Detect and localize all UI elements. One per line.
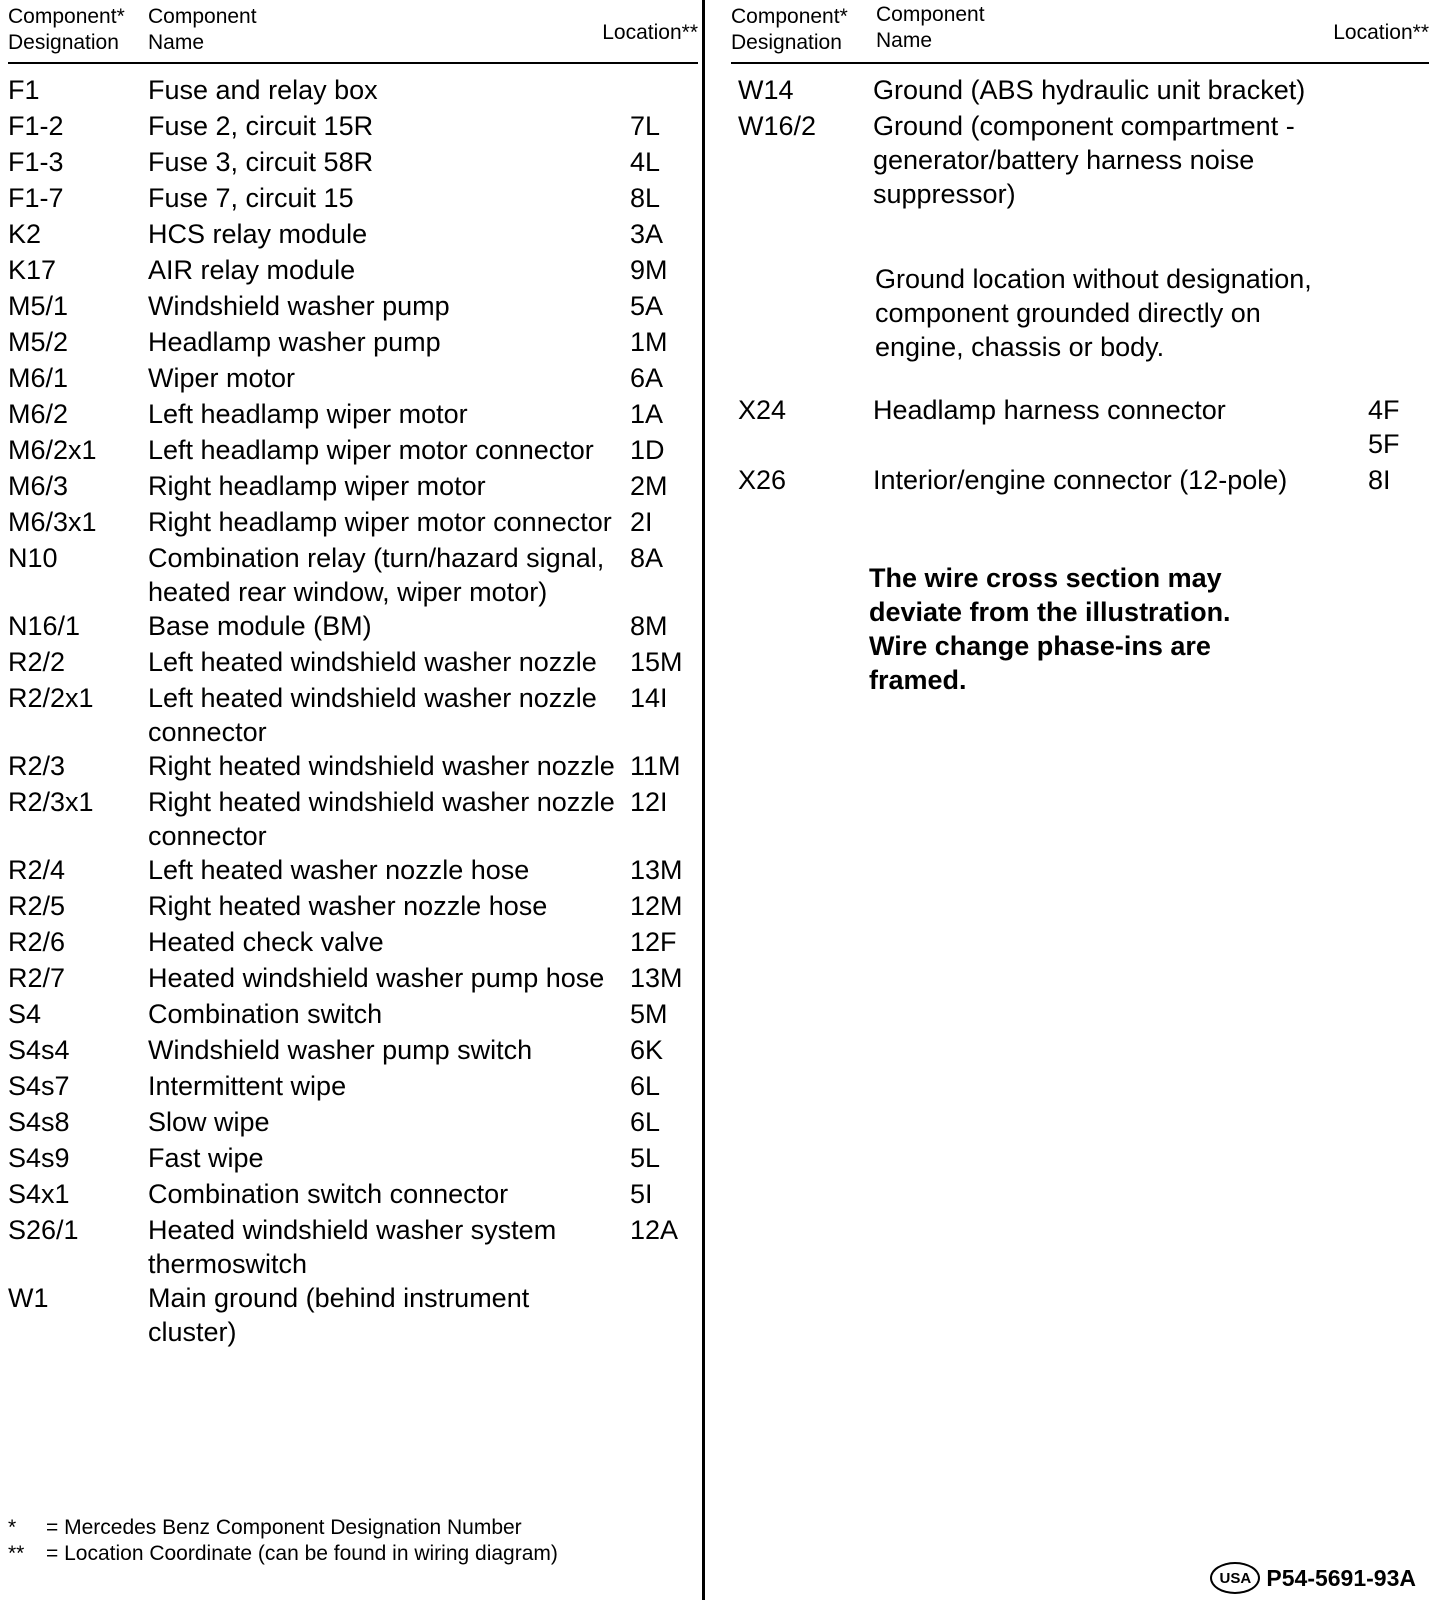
left-component-list bbox=[8, 73, 684, 1349]
component-row bbox=[8, 253, 684, 289]
component-name: Fast wipe bbox=[148, 1143, 264, 1173]
component-row bbox=[8, 749, 684, 785]
header-location: Location** bbox=[602, 21, 698, 44]
component-name: Headlamp washer pump bbox=[148, 327, 441, 357]
component-row bbox=[8, 469, 684, 505]
component-designation: R2/2 bbox=[8, 647, 66, 677]
component-name: Fuse 7, circuit 15 bbox=[148, 183, 354, 213]
component-row bbox=[8, 1141, 684, 1177]
component-row bbox=[8, 325, 684, 361]
component-location: 6A bbox=[630, 363, 664, 393]
right-table-header bbox=[731, 0, 1429, 64]
component-row bbox=[8, 1069, 684, 1105]
component-row bbox=[8, 1281, 684, 1349]
component-location: 1M bbox=[630, 327, 668, 357]
component-location: 5M bbox=[630, 999, 668, 1029]
component-location: 11M bbox=[630, 751, 681, 781]
component-location: 12M bbox=[630, 891, 683, 921]
component-row bbox=[738, 393, 1428, 463]
component-row bbox=[8, 181, 684, 217]
component-designation: W1 bbox=[8, 1283, 49, 1313]
component-row bbox=[8, 397, 684, 433]
header-location: Location** bbox=[1333, 21, 1429, 44]
header-designation: Component* Designation bbox=[731, 5, 848, 54]
component-designation: R2/3 bbox=[8, 751, 66, 781]
component-row bbox=[8, 217, 684, 253]
component-name: Ground (ABS hydraulic unit bracket) bbox=[873, 75, 1306, 105]
component-designation: X26 bbox=[738, 465, 787, 495]
component-name: Ground (component compartment - generator/battery harness noise suppressor) bbox=[873, 111, 1295, 209]
component-row bbox=[8, 925, 684, 961]
component-designation: S4s4 bbox=[8, 1035, 70, 1065]
component-location: 5I bbox=[630, 1179, 653, 1209]
component-name: Right heated windshield washer nozzle connector bbox=[148, 787, 615, 851]
component-location: 1D bbox=[630, 435, 665, 465]
component-name: Slow wipe bbox=[148, 1107, 270, 1137]
component-name: Heated windshield washer pump hose bbox=[148, 963, 605, 993]
footnote-symbol: * bbox=[8, 1516, 17, 1539]
component-name: Combination switch connector bbox=[148, 1179, 509, 1209]
component-designation: S4 bbox=[8, 999, 42, 1029]
component-designation: R2/2x1 bbox=[8, 683, 94, 713]
component-row bbox=[8, 1177, 684, 1213]
footnote-text: = Location Coordinate (can be found in wiring diagram) bbox=[46, 1542, 558, 1565]
component-designation: R2/6 bbox=[8, 927, 66, 957]
component-row bbox=[8, 145, 684, 181]
component-location: 4F 5F bbox=[1368, 395, 1400, 459]
component-location: 2M bbox=[630, 471, 668, 501]
component-name: Combination relay (turn/hazard signal, heated rear window, wiper motor) bbox=[148, 543, 605, 607]
component-name: HCS relay module bbox=[148, 219, 368, 249]
component-name: Left heated windshield washer nozzle connector bbox=[148, 683, 597, 747]
component-name: Right headlamp wiper motor bbox=[148, 471, 486, 501]
component-designation: N16/1 bbox=[8, 611, 81, 641]
component-designation: F1-7 bbox=[8, 183, 64, 213]
component-row bbox=[8, 1033, 684, 1069]
component-designation: F1-3 bbox=[8, 147, 64, 177]
component-location: 12F bbox=[630, 927, 677, 957]
component-designation: S4s7 bbox=[8, 1071, 70, 1101]
component-location: 8A bbox=[630, 543, 664, 573]
component-location: 8M bbox=[630, 611, 668, 641]
component-location: 6K bbox=[630, 1035, 664, 1065]
component-designation: K17 bbox=[8, 255, 57, 285]
footnote-symbol: ** bbox=[8, 1542, 25, 1565]
component-row bbox=[8, 889, 684, 925]
right-component-list-bottom bbox=[738, 393, 1428, 499]
component-location: 12A bbox=[630, 1215, 679, 1245]
component-name: Windshield washer pump switch bbox=[148, 1035, 533, 1065]
component-name: Left heated washer nozzle hose bbox=[148, 855, 530, 885]
component-row bbox=[8, 997, 684, 1033]
component-designation: S4x1 bbox=[8, 1179, 70, 1209]
component-name: Wiper motor bbox=[148, 363, 296, 393]
component-name: Heated check valve bbox=[148, 927, 384, 957]
component-name: Right heated windshield washer nozzle bbox=[148, 751, 615, 781]
component-designation: F1-2 bbox=[8, 111, 64, 141]
component-row bbox=[8, 361, 684, 397]
component-designation: X24 bbox=[738, 395, 787, 425]
component-name: Combination switch bbox=[148, 999, 383, 1029]
component-row bbox=[8, 681, 684, 749]
component-row bbox=[8, 73, 684, 109]
component-location: 13M bbox=[630, 855, 683, 885]
document-code: P54-5691-93A bbox=[1266, 1564, 1416, 1591]
component-row bbox=[8, 645, 684, 681]
component-designation: R2/3x1 bbox=[8, 787, 94, 817]
footnote bbox=[8, 1541, 558, 1567]
component-location: 7L bbox=[630, 111, 661, 141]
component-row bbox=[8, 541, 684, 609]
component-location: 12I bbox=[630, 787, 668, 817]
component-location: 2I bbox=[630, 507, 653, 537]
component-location: 5L bbox=[630, 1143, 661, 1173]
component-designation: K2 bbox=[8, 219, 42, 249]
component-location: 6L bbox=[630, 1107, 661, 1137]
header-name: Component Name bbox=[876, 3, 985, 52]
component-designation: S4s8 bbox=[8, 1107, 70, 1137]
component-designation: R2/5 bbox=[8, 891, 66, 921]
component-name: Right headlamp wiper motor connector bbox=[148, 507, 612, 537]
component-row bbox=[8, 289, 684, 325]
component-location: 3A bbox=[630, 219, 664, 249]
component-row bbox=[8, 1105, 684, 1141]
component-designation: N10 bbox=[8, 543, 58, 573]
component-row bbox=[738, 73, 1428, 109]
component-designation: M5/1 bbox=[8, 291, 69, 321]
component-name: Left headlamp wiper motor connector bbox=[148, 435, 594, 465]
component-designation: M6/1 bbox=[8, 363, 69, 393]
component-name: Main ground (behind instrument cluster) bbox=[148, 1283, 530, 1347]
component-location: 13M bbox=[630, 963, 683, 993]
right-component-list-top bbox=[738, 73, 1428, 211]
component-designation: M5/2 bbox=[8, 327, 69, 357]
footnote-text: = Mercedes Benz Component Designation Number bbox=[46, 1516, 522, 1539]
component-name: Heated windshield washer system thermoswitch bbox=[148, 1215, 557, 1279]
component-row bbox=[8, 109, 684, 145]
component-location: 6L bbox=[630, 1071, 661, 1101]
left-table-header bbox=[8, 0, 698, 64]
component-location: 5A bbox=[630, 291, 664, 321]
component-row bbox=[8, 505, 684, 541]
component-row bbox=[8, 1213, 684, 1281]
document-stamp bbox=[1210, 1562, 1416, 1594]
component-designation: M6/3 bbox=[8, 471, 69, 501]
component-name: Windshield washer pump bbox=[148, 291, 450, 321]
component-location: 9M bbox=[630, 255, 668, 285]
component-name: Left heated windshield washer nozzle bbox=[148, 647, 597, 677]
component-name: Interior/engine connector (12-pole) bbox=[873, 465, 1288, 495]
component-row bbox=[8, 433, 684, 469]
component-designation: F1 bbox=[8, 75, 40, 105]
component-designation: S26/1 bbox=[8, 1215, 79, 1245]
component-location: 8L bbox=[630, 183, 661, 213]
component-row bbox=[8, 853, 684, 889]
component-designation: S4s9 bbox=[8, 1143, 70, 1173]
component-location: 15M bbox=[630, 647, 683, 677]
component-designation: M6/2 bbox=[8, 399, 69, 429]
header-name: Component Name bbox=[148, 5, 257, 54]
column-divider bbox=[702, 0, 705, 1600]
component-row bbox=[8, 785, 684, 853]
component-location: 1A bbox=[630, 399, 664, 429]
component-row bbox=[738, 463, 1428, 499]
component-row bbox=[8, 609, 684, 645]
component-row bbox=[738, 109, 1428, 211]
component-location: 8I bbox=[1368, 465, 1391, 495]
footnote bbox=[8, 1515, 558, 1541]
component-name: Headlamp harness connector bbox=[873, 395, 1226, 425]
footnotes bbox=[8, 1515, 558, 1567]
component-name: Fuse 2, circuit 15R bbox=[148, 111, 374, 141]
component-name: Fuse 3, circuit 58R bbox=[148, 147, 374, 177]
component-designation: W14 bbox=[738, 75, 794, 105]
component-designation: M6/2x1 bbox=[8, 435, 97, 465]
ground-note: Ground location without designation, component grounded directly on engine, chassis or body. bbox=[875, 264, 1312, 362]
component-location: 14I bbox=[630, 683, 668, 713]
component-designation: W16/2 bbox=[738, 111, 817, 141]
component-name: Right heated washer nozzle hose bbox=[148, 891, 548, 921]
component-row bbox=[8, 961, 684, 997]
wire-cross-section-note: The wire cross section may deviate from the illustration. Wire change phase-ins are framed. bbox=[869, 563, 1231, 695]
header-designation: Component* Designation bbox=[8, 5, 125, 54]
component-location: 4L bbox=[630, 147, 661, 177]
component-designation: R2/7 bbox=[8, 963, 66, 993]
usa-seal-icon: USA bbox=[1210, 1562, 1260, 1594]
component-name: Fuse and relay box bbox=[148, 75, 378, 105]
component-designation: M6/3x1 bbox=[8, 507, 97, 537]
component-name: Left headlamp wiper motor bbox=[148, 399, 468, 429]
component-designation: R2/4 bbox=[8, 855, 66, 885]
component-name: Intermittent wipe bbox=[148, 1071, 347, 1101]
component-name: Base module (BM) bbox=[148, 611, 372, 641]
component-name: AIR relay module bbox=[148, 255, 356, 285]
